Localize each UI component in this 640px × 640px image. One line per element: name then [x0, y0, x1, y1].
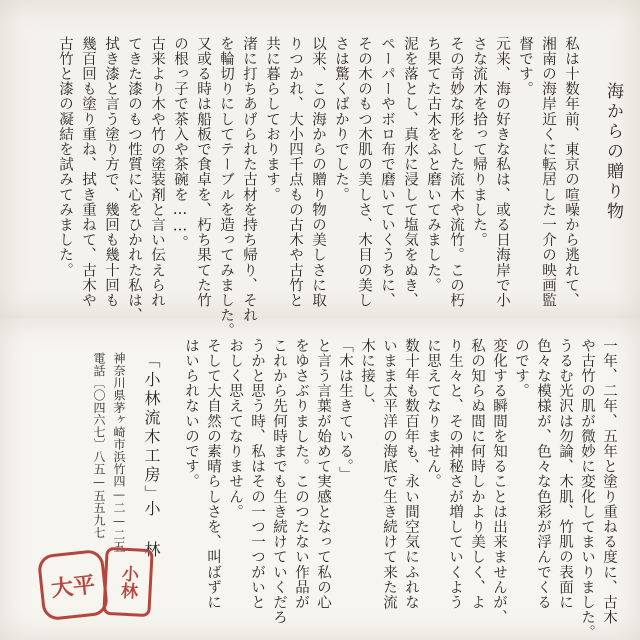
body-line: 以来、この海からの贈り物の美しさに取	[310, 36, 326, 308]
body-line: 「木は生きている。」	[337, 338, 353, 482]
seal-text: 小林	[116, 564, 139, 600]
body-line: 幾百回も塗り重ね、拭き重ねて、古木や	[80, 36, 96, 308]
phone-number: 電話〔〇四六七〕八五—五五九七	[92, 352, 106, 539]
body-line: の根っ子で茶入や茶碗を……。	[172, 36, 188, 251]
body-line: と言う言葉が始めて実感となって私の心	[315, 338, 331, 610]
body-line: 色々な模様が、色々な色彩が浮んでくる	[535, 338, 551, 610]
body-line: てきた漆のもつ性質に心をひかれた私は、	[126, 36, 142, 323]
name-seal-stamp	[102, 547, 153, 617]
body-line: 数十年も数百年も、永い間空気にふれな	[403, 338, 419, 610]
body-line: や古竹の肌が微妙に変化してまいりました。	[579, 338, 595, 640]
body-line: 渚に打ちあげられた古材を持ち帰り、それ	[241, 36, 257, 323]
body-line: 泥を落とし、真水に浸して塩気をぬき、	[402, 36, 418, 308]
body-line: 私の知らぬ間に何時しかより美しく、よ	[469, 338, 485, 610]
body-line: 又或る時は船板で食卓を、朽ち果てた竹	[195, 36, 211, 308]
signature: 小 林	[142, 500, 161, 560]
body-line: おしく思えてなりません。	[227, 338, 243, 520]
body-line: り生々と、その神秘さが増していくよう	[447, 338, 463, 610]
body-line: さは驚くばかりでした。	[333, 36, 349, 203]
seal-text: 大平	[49, 571, 97, 602]
body-line: のです。	[513, 338, 529, 399]
intro-line: 私は十数年前、東京の喧噪から逃れて、	[563, 36, 579, 308]
body-line: 共に暮らしております。	[264, 36, 280, 203]
body-line: 元来、海の好きな私は、或る日海岸で小	[494, 36, 510, 308]
body-line: いまま太平洋の海底で生き続けて来た流	[381, 338, 397, 610]
body-line: 古来より木や竹の塗装剤と言い伝えられ	[149, 36, 165, 308]
intro-line: 督です。	[517, 36, 533, 97]
body-line: を輪切りにしてテーブルを造ってみました。	[218, 36, 234, 338]
body-line: りつかれ、大小四千点もの古木や古竹と	[287, 36, 303, 308]
intro-line: 湘南の海岸近くに転居した一介の映画監	[540, 36, 556, 308]
body-line: 木に接し、	[359, 338, 375, 414]
body-line: ペーパーやボロ布で磨いていくうちに、	[379, 36, 395, 308]
body-line: その木のもつ木肌の美しさ、木目の美し	[356, 36, 372, 308]
body-line: ち果てた古木をふと磨いてみました。	[425, 36, 441, 293]
body-line: これから先何時までも生き続けていくだろ	[271, 338, 287, 625]
body-line: うるむ光沢は勿論、木肌、竹肌の表面に	[557, 338, 573, 610]
body-line: その奇妙な形をした流木や流竹。この朽	[448, 36, 464, 308]
body-line: うかと思う時、私はその一つ一つがいと	[249, 338, 265, 610]
body-line: はいられないのです。	[183, 338, 199, 489]
body-line: さな流木を拾って帰りました。	[471, 36, 487, 248]
body-line: 変化する瞬間を知ることは出来ませんが、	[491, 338, 507, 625]
address: 神奈川県茅ヶ崎市浜竹四—二—二五	[112, 352, 126, 553]
letter-title: 海からの贈り物	[603, 82, 623, 222]
red-seal-stamp	[37, 549, 110, 622]
body-line: そして大自然の素晴らしさを、叫ばずに	[205, 338, 221, 610]
body-line: に思えてなりません。	[425, 338, 441, 489]
body-line: をゆさぶりました。このつたない作品が	[293, 338, 309, 610]
studio-name: 「小林流木工房」	[142, 352, 161, 504]
body-line: 拭き漆と言う塗り方で、幾回も幾十回も	[103, 36, 119, 308]
body-line: 古竹と漆の凝結を試みてみました。	[57, 36, 73, 278]
body-line: 一年、二年、五年と塗り重ねる度に、古木	[601, 338, 617, 625]
